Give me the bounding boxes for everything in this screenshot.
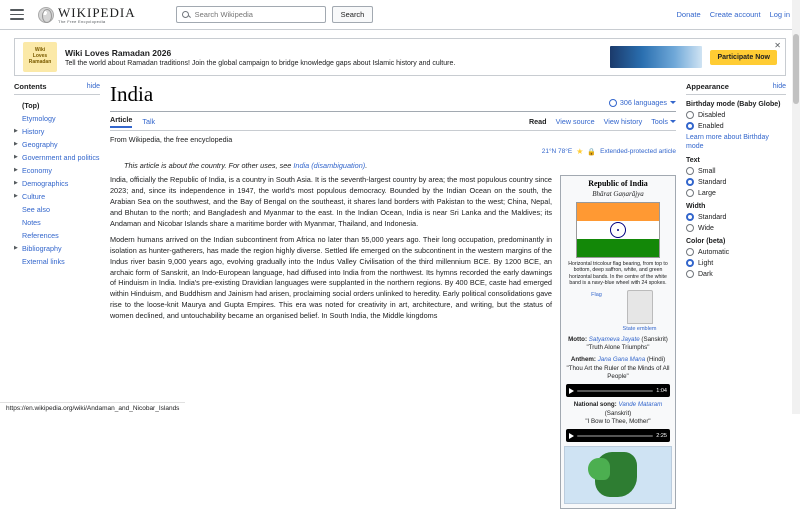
- contents-heading: Contents: [14, 82, 47, 91]
- state-emblem-image: [627, 290, 653, 324]
- color-option-automatic[interactable]: [686, 248, 786, 256]
- progress-bar[interactable]: [577, 435, 653, 437]
- search-area: [176, 6, 374, 23]
- toc-item-bibliography[interactable]: [14, 242, 100, 255]
- wordmark-secondary: The Free Encyclopedia: [58, 18, 106, 24]
- anthem-label: Anthem:: [570, 356, 596, 364]
- progress-bar[interactable]: [577, 390, 653, 392]
- infobox: [560, 175, 676, 509]
- option-label: Automatic: [698, 248, 730, 256]
- map-landmass-secondary: [588, 458, 609, 480]
- participate-button[interactable]: Participate Now: [710, 50, 777, 65]
- page-body: [0, 76, 800, 509]
- wordmark-primary: WIKIPEDIA: [58, 4, 136, 20]
- radio-icon-selected[interactable]: [686, 259, 694, 267]
- paragraph-2: Modern humans arrived on the Indian subcontinent from Africa no later than 55,000 years ago. Their long occupation, predominantly in isolation as hunter-gatherers, has made the region highly diverse. Settled life emerged on the subcontinent in the western margins of the Indus river basin 9,000 years ago, evolving gradually into the Indus Valley Civilisation of the third millennium BCE. By 1200 BCE, an archaic form of Sanskrit, an Indo-European language, had diffused into India from the northwest. Its hymns recorded the early dawnings of Hinduism in India. India's pre-existing Dravidian languages were supplanted in the northern regions. By 400 BCE, caste had emerged within Hinduism, and Buddhism and Jainism had arisen, proclaiming social orders unlinked to heredity. Early political consolidations gave rise to the loose-knit Maurya and Gupta Empires. This era was noted for creativity in art, architecture, and writing, but the status of women declined, and untouchability became an organised belief. In South India, the Middle kingdoms: [110, 234, 552, 321]
- page-title: India: [110, 82, 154, 106]
- toc-item-label: Notes: [22, 218, 41, 227]
- toc-item-economy[interactable]: [14, 164, 100, 177]
- location-map-image: [564, 446, 672, 504]
- action-read[interactable]: Read: [528, 117, 547, 126]
- header-links: [677, 10, 791, 19]
- globe-icon: [609, 99, 617, 107]
- option-label: Large: [698, 189, 716, 197]
- toc-item-geography[interactable]: [14, 138, 100, 151]
- anthem-translation: "Thou Art the Ruler of the Minds of All People": [566, 364, 670, 381]
- song-language: (Sanskrit): [604, 409, 632, 417]
- language-count: 306 languages: [619, 98, 667, 107]
- flag-of-india-image: [576, 202, 660, 258]
- option-label: Small: [698, 167, 716, 175]
- chevron-right-icon: ▶: [14, 141, 18, 147]
- contents-hide-button[interactable]: hide: [86, 83, 100, 90]
- birthday-mode-title: Birthday mode (Baby Globe): [686, 101, 781, 108]
- hatnote-text: This article is about the country. For other uses, see: [124, 161, 294, 170]
- toc-item-label: External links: [22, 257, 65, 266]
- radio-icon[interactable]: [686, 270, 694, 278]
- option-label: Wide: [698, 224, 714, 232]
- toc-item-see-also[interactable]: [14, 203, 100, 216]
- radio-icon-selected[interactable]: [686, 122, 694, 130]
- toc-item-etymology[interactable]: [14, 112, 100, 125]
- toc-item-label: References: [22, 231, 59, 240]
- radio-icon[interactable]: [686, 248, 694, 256]
- toc-item-top[interactable]: [14, 99, 100, 112]
- radio-icon[interactable]: [686, 111, 694, 119]
- search-icon: [182, 11, 189, 18]
- campaign-logo-line2: Loves: [32, 53, 48, 60]
- banner-image: [610, 46, 702, 68]
- chevron-down-icon: [670, 101, 676, 104]
- tab-talk[interactable]: Talk: [142, 117, 156, 126]
- chevron-right-icon: ▶: [14, 245, 18, 251]
- wikipedia-logo[interactable]: [38, 6, 136, 24]
- radio-icon[interactable]: [686, 167, 694, 175]
- anthem-audio-player[interactable]: [566, 384, 670, 397]
- featured-star-icon: ★: [576, 147, 584, 156]
- toc-item-label: Bibliography: [22, 244, 62, 253]
- create-account-link[interactable]: Create account: [709, 10, 761, 19]
- radio-icon-selected[interactable]: [686, 213, 694, 221]
- toc-item-label: Government and politics: [22, 153, 100, 162]
- search-button[interactable]: Search: [332, 6, 374, 23]
- song-label: National song:: [573, 401, 617, 409]
- tab-article[interactable]: Article: [110, 115, 132, 128]
- motto-row: [564, 336, 672, 353]
- paragraph-1: India, officially the Republic of India, is a country in South Asia. It is the seventh-largest country by area; the most populous country since 2023; and, since its independence in 1947, the world's most populous democracy. Bounded by the Indian Ocean on the south, the Arabian Sea on the southwest, and the Bay of Bengal on the southeast, it shares land borders with Pakistan to the west; China, Nepal, and Bhutan to the north; and Bangladesh and Myanmar to the east. In the Indian Ocean, India is near Sri Lanka and the Maldives; its Andaman and Nicobar Islands share a maritime border with Myanmar, Thailand, and Indonesia.: [110, 175, 552, 228]
- song-audio-player[interactable]: [566, 429, 670, 442]
- article-content: [110, 82, 676, 509]
- appearance-hide-button[interactable]: hide: [772, 83, 786, 90]
- anthem-duration: 1:04: [656, 387, 667, 394]
- close-icon[interactable]: ✕: [774, 41, 781, 50]
- article-prose: [110, 175, 552, 509]
- color-option-light[interactable]: [686, 259, 786, 267]
- divider: [110, 130, 676, 131]
- width-title: Width: [686, 203, 706, 211]
- infobox-title: Republic of India: [588, 179, 648, 188]
- text-option-standard[interactable]: [686, 178, 786, 186]
- play-icon[interactable]: [569, 388, 574, 394]
- lock-icon: 🔒: [587, 148, 597, 156]
- campaign-logo-line3: Ramadan: [28, 58, 52, 65]
- option-label: Light: [698, 259, 714, 267]
- width-option-standard[interactable]: [686, 213, 786, 221]
- toc-item-label: See also: [22, 205, 50, 214]
- anthem-language: (Hindi): [646, 356, 666, 364]
- radio-icon[interactable]: [686, 189, 694, 197]
- chevron-right-icon: ▶: [14, 180, 18, 186]
- color-option-dark[interactable]: [686, 270, 786, 278]
- chevron-right-icon: ▶: [14, 128, 18, 134]
- flag-caption[interactable]: Flag: [591, 291, 602, 298]
- hatnote-link[interactable]: India (disambiguation): [293, 161, 366, 170]
- birthday-option-disabled[interactable]: [686, 111, 786, 119]
- tools-label: Tools: [651, 117, 668, 126]
- radio-icon-selected[interactable]: [686, 178, 694, 186]
- chevron-right-icon: ▶: [14, 193, 18, 199]
- coordinates-link[interactable]: 21°N 78°E: [541, 148, 573, 155]
- option-label: Enabled: [698, 122, 724, 130]
- protection-label[interactable]: Extended-protected article: [600, 148, 676, 155]
- action-view-history[interactable]: View history: [603, 117, 643, 126]
- status-bar-url: https://en.wikipedia.org/wiki/Andaman_and_Nicobar_Islands: [0, 402, 185, 414]
- song-value[interactable]: Vande Mataram: [618, 401, 663, 409]
- color-title: Color (beta): [686, 238, 726, 246]
- toc-item-references[interactable]: [14, 229, 100, 242]
- divider: [686, 94, 786, 95]
- campaign-logo: [23, 42, 57, 72]
- globe-icon: [38, 7, 54, 23]
- campaign-logo-line1: Wiki: [34, 47, 46, 54]
- appearance-heading: Appearance: [686, 82, 729, 91]
- emblem-caption[interactable]: State emblem: [622, 325, 657, 332]
- flag-description: Horizontal tricolour flag bearing, from top to bottom, deep saffron, white, and green horizontal bands. In the centre of the white band is a navy-blue wheel with 24 spokes.: [568, 260, 668, 287]
- toc-item-label: Economy: [22, 166, 52, 175]
- option-label: Standard: [698, 213, 727, 221]
- chevron-right-icon: ▶: [14, 154, 18, 160]
- toc-item-label: Geography: [22, 140, 58, 149]
- coordinates-row: [110, 147, 676, 156]
- birthday-learn-more-link[interactable]: Learn more about Birthday mode: [686, 134, 769, 151]
- song-duration: 2:25: [656, 432, 667, 439]
- search-box[interactable]: [176, 6, 326, 23]
- language-selector[interactable]: [609, 98, 676, 107]
- action-view-source[interactable]: View source: [555, 117, 595, 126]
- search-input[interactable]: [193, 9, 320, 20]
- option-label: Dark: [698, 270, 713, 278]
- toc-item-demographics[interactable]: [14, 177, 100, 190]
- banner-title: Wiki Loves Ramadan 2026: [65, 47, 172, 58]
- birthday-option-enabled[interactable]: [686, 122, 786, 130]
- banner-subtitle: Tell the world about Ramadan traditions! Join the global campaign to bridge knowledge gaps about Islamic history and culture.: [65, 59, 456, 67]
- chevron-down-icon: [670, 120, 676, 123]
- radio-icon[interactable]: [686, 224, 694, 232]
- toc-item-label: Culture: [22, 192, 46, 201]
- toc-item-external-links[interactable]: [14, 255, 100, 268]
- anthem-row: [564, 356, 672, 381]
- page-scrollbar[interactable]: [792, 0, 800, 414]
- appearance-panel: [686, 82, 786, 509]
- toc-item-history[interactable]: [14, 125, 100, 138]
- toc-item-label: Etymology: [22, 114, 56, 123]
- article-tabs: [110, 112, 676, 130]
- toc-item-label: Demographics: [22, 179, 69, 188]
- ashoka-chakra-icon: [610, 222, 626, 238]
- tools-menu[interactable]: [651, 117, 676, 126]
- toc-item-notes[interactable]: [14, 216, 100, 229]
- hamburger-icon[interactable]: [10, 6, 24, 23]
- width-option-wide[interactable]: [686, 224, 786, 232]
- text-option-small[interactable]: [686, 167, 786, 175]
- play-icon[interactable]: [569, 433, 574, 439]
- song-translation: "I Bow to Thee, Mother": [585, 418, 651, 426]
- infobox-subtitle: Bhārat Gaṇarājya: [592, 189, 644, 198]
- toc-item-government-and-politics[interactable]: [14, 151, 100, 164]
- chevron-right-icon: ▶: [14, 167, 18, 173]
- motto-language: (Sanskrit): [641, 335, 668, 343]
- motto-value[interactable]: Satyameva Jayate: [588, 335, 640, 343]
- table-of-contents: [14, 82, 100, 509]
- divider: [14, 94, 100, 95]
- campaign-banner: [14, 38, 786, 76]
- toc-item-culture[interactable]: [14, 190, 100, 203]
- motto-label: Motto:: [568, 335, 588, 343]
- text-size-title: Text: [686, 157, 700, 165]
- anthem-value[interactable]: Jana Gana Mana: [597, 356, 646, 364]
- option-label: Standard: [698, 178, 727, 186]
- site-header: [0, 0, 800, 30]
- donate-link[interactable]: Donate: [676, 10, 701, 19]
- login-link[interactable]: Log in: [769, 10, 790, 19]
- scrollbar-thumb[interactable]: [793, 34, 799, 104]
- text-option-large[interactable]: [686, 189, 786, 197]
- option-label: Disabled: [698, 111, 726, 119]
- from-wikipedia-line: From Wikipedia, the free encyclopedia: [110, 135, 233, 144]
- motto-translation: "Truth Alone Triumphs": [586, 343, 650, 351]
- toc-item-label: (Top): [22, 101, 40, 110]
- toc-item-label: History: [22, 127, 45, 136]
- hatnote: This article is about the country. For other uses, see India (disambiguation).: [124, 161, 368, 170]
